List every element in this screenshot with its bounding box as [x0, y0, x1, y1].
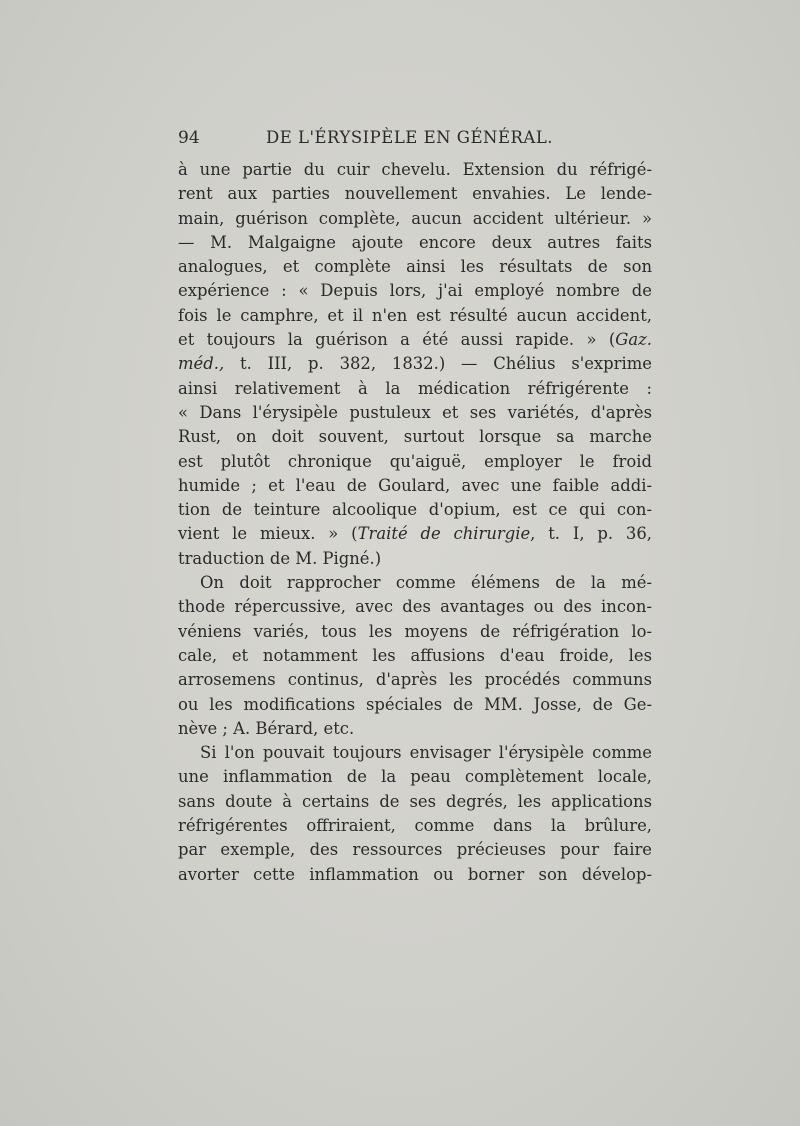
text-line: par exemple, des ressources précieuses pour faire	[178, 840, 652, 860]
running-head	[178, 128, 652, 158]
running-title: DE L'ÉRYSIPÈLE EN GÉNÉRAL.	[266, 128, 554, 147]
text-line: expérience : « Depuis lors, j'ai employé nombre de	[178, 281, 652, 301]
text-line: cale, et notamment les affusions d'eau froide, les	[178, 645, 652, 665]
text-line: est plutôt chronique qu'aiguë, employer le froid	[178, 451, 652, 471]
text-line: nève ; A. Bérard, etc.	[178, 718, 355, 738]
citation-line	[178, 522, 652, 546]
paragraph-1	[178, 158, 652, 571]
text-line: thode répercussive, avec des avantages ou des incon-	[178, 597, 652, 617]
citation-text: , t. I, p. 36,	[530, 524, 652, 544]
text-line: à une partie du cuir chevelu. Extension du réfrigé-	[178, 160, 652, 179]
paragraph-3	[178, 741, 652, 887]
text-line: analogues, et complète ainsi les résultats de son	[178, 257, 652, 277]
text-line: humide ; et l'eau de Goulard, avec une faible addi-	[178, 475, 652, 495]
citation-text: t. III, p. 382, 1832.) — Chélius s'exprime	[224, 354, 652, 374]
citation-text: et toujours la guérison a été aussi rapide. » (	[178, 330, 616, 350]
citation-journal-cont: méd.,	[178, 354, 225, 374]
text-line: une inflammation de la peau complètement locale,	[178, 767, 652, 787]
text-line: véniens variés, tous les moyens de réfrigération lo-	[178, 621, 652, 641]
text-line: réfrigérentes offriraient, comme dans la brûlure,	[178, 816, 652, 836]
citation-text: vient le mieux. » (	[178, 524, 358, 544]
text-line: traduction de M. Pigné.)	[178, 548, 382, 568]
citation-journal: Gaz.	[615, 330, 652, 350]
text-line: fois le camphre, et il n'en est résulté aucun accident,	[178, 305, 652, 325]
text-line: — M. Malgaigne ajoute encore deux autres faits	[178, 232, 652, 252]
text-line: main, guérison complète, aucun accident ultérieur. »	[178, 208, 652, 228]
text-line: « Dans l'érysipèle pustuleux et ses variétés, d'après	[178, 402, 652, 422]
text-line: ainsi relativement à la médication réfrigérente :	[178, 378, 652, 398]
text-line: ou les modifications spéciales de MM. Josse, de Ge-	[178, 694, 652, 714]
text-line: Si l'on pouvait toujours envisager l'érysipèle comme	[200, 743, 652, 763]
text-line: Rust, on doit souvent, surtout lorsque sa marche	[178, 427, 652, 447]
citation-book-title: Traité de chirurgie	[357, 524, 531, 544]
paragraph-2	[178, 571, 652, 741]
text-block	[178, 128, 652, 887]
page-number: 94	[178, 128, 200, 148]
text-line: arrosemens continus, d'après les procédés communs	[178, 670, 652, 690]
citation-line	[178, 328, 652, 352]
text-line: avorter cette inflammation ou borner son dévelop-	[178, 864, 652, 884]
text-line: On doit rapprocher comme élémens de la mé-	[200, 573, 652, 593]
text-line: sans doute à certains de ses degrés, les applications	[178, 791, 652, 811]
text-line: rent aux parties nouvellement envahies. Le lende-	[178, 184, 652, 204]
citation-line	[178, 352, 652, 376]
text-line: tion de teinture alcoolique d'opium, est ce qui con-	[178, 500, 652, 520]
